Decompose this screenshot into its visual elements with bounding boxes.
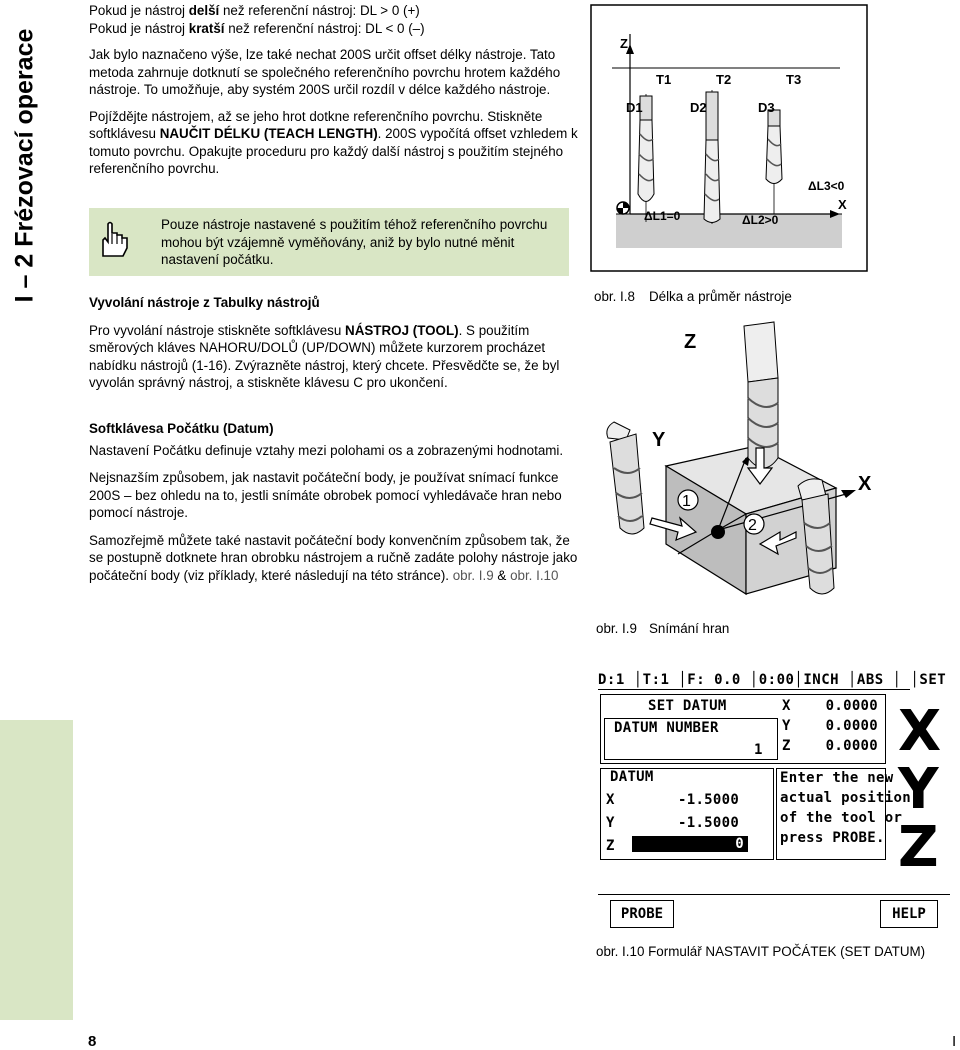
sidebar-green-block [0,720,73,1020]
section-tool-table [89,294,579,392]
intro-paragraph-teach: Pojíždějte nástrojem, až se jeho hrot dotkne referenčního povrchu. Stiskněte softklávesu NAUČIT DÉLKU (TEACH LENGTH). 200S vypočítá offset vzhledem k tomuto povrchu. Opakujte proceduru pro každý další nástroj s použitím stejného referenčního povrchu. [89,108,578,176]
section-tool-paragraph: Pro vyvolání nástroje stiskněte softklávesu NÁSTROJ (TOOL). S použitím směrových kláves NAHORU/DOLŮ (UP/DOWN) můžete kurzorem procházet nabídku nástrojů (1-16). Zvýrazněte nástroj, který chcete. Přesvědčte se, že byl vyvolán správný nástroj, a stiskněte klávesu C pro ukončení. [89,322,560,390]
datum-z-input[interactable]: 0 [632,836,748,852]
message-line-4: press PROBE. [780,830,885,846]
note-box [89,208,569,276]
position-z-readout: Z 0.0000 [782,738,879,754]
message-line-2: actual position [780,790,911,806]
chapter-sidebar [0,0,73,1050]
help-softkey[interactable]: HELP [880,900,938,928]
axis-label-y: Y [652,429,666,451]
section-heading-datum: Softklávesa Počátku (Datum) [89,421,274,436]
big-axis-z: Z [898,815,939,880]
chapter-title: I – 2 Frézovací operace [10,28,39,302]
status-bar: D:1 │T:1 │F: 0.0 │0:00│INCH │ABS │ │SET [598,672,947,688]
axis-label-z: Z [684,331,697,353]
page-edge-mark: I [952,1033,957,1050]
axis-label-x: X [858,473,872,495]
diameter-label-d3: D3 [758,100,775,115]
datum-point-icon [711,525,725,539]
figure-tool-length [590,4,870,274]
position-y-readout: Y 0.0000 [782,718,879,734]
axis-label-x: X [838,197,847,212]
figure-caption-9: obr. I.9 Snímání hran [596,621,730,636]
figure-caption-10: obr. I.10 Formulář NASTAVIT POČÁTEK (SET DATUM) [596,944,926,959]
message-line-1: Enter the new [780,770,894,786]
diameter-label-d1: D1 [626,100,643,115]
datum-z-label: Z [606,838,615,854]
big-axis-y: Y [898,757,939,822]
figure-set-datum-screen [598,672,950,934]
tool-label-t1: T1 [656,72,672,87]
tool-right [802,494,834,594]
tool2-shank [706,92,718,140]
datum-paragraph-1: Nastavení Počátku definuje vztahy mezi polohami os a zobrazenými hodnotami. [89,442,564,458]
datum-y-label: Y [606,815,615,831]
datum-paragraph-3: Samozřejmě můžete také nastavit počáteční body konvenčním způsobem tak, že se postupně dotknete hran obrobku nástrojem a ručně zadáte polohy nástroje jako počáteční body (viz příklady, které následují na této stránce). obr. I.9 & obr. I.10 [89,532,578,583]
figure-ref-9: obr. I.9 [452,567,494,583]
datum-x-value[interactable]: -1.5000 [678,792,740,808]
diameter-label-d2: D2 [690,100,707,115]
tool3-flute [766,126,782,184]
dialog-title: SET DATUM [648,698,727,714]
chapter-title-vertical [0,0,50,330]
position-x-readout: X 0.0000 [782,698,879,714]
delta-label-l3: ΔL3<0 [808,179,845,193]
delta-label-l2: ΔL2>0 [742,213,779,227]
intro-block [89,2,579,178]
figure-caption-8: obr. I.8 Délka a průměr nástroje [594,289,792,304]
tool-label-t2: T2 [716,72,732,87]
axis-label-z: Z [620,36,628,51]
tool2-flute [704,140,720,223]
figure-ref-10: obr. I.10 [510,567,559,583]
pointing-hand-icon [97,220,133,260]
page-number: 8 [88,1033,97,1050]
figure-edge-probing [596,318,886,614]
probe-softkey[interactable]: PROBE [610,900,674,928]
section-datum [89,420,579,584]
datum-number-value[interactable]: 1 [754,742,763,758]
note-text: Pouze nástroje nastavené s použitím téhož referenčního povrchu mohou být vzájemně vyměňovány, aniž by bylo nutné měnit nastavení počátku. [161,217,548,267]
delta-label-l1: ΔL1=0 [644,209,681,223]
intro-line-longer: Pokud je nástroj delší než referenční nástroj: DL > 0 (+) [89,3,420,18]
datum-y-value[interactable]: -1.5000 [678,815,740,831]
datum-x-label: X [606,792,615,808]
big-axis-x: X [898,699,942,764]
datum-label: DATUM [610,769,654,785]
section-heading-tool: Vyvolání nástroje z Tabulky nástrojů [89,295,320,310]
probe-point-1: 1 [682,493,691,510]
intro-paragraph-method: Jak bylo naznačeno výše, lze také nechat 200S určit offset délky nástroje. Tato metoda zahrnuje dotknutí se společného referenčního povrchu hrotem každého nástroje. To umožňuje, aby systém 200S určil rozdíl v délce každého nástroje. [89,47,561,97]
datum-paragraph-2: Nejsnazším způsobem, jak nastavit počáteční body, je používat snímací funkce 200S – bez ohledu na to, jestli snímáte obrobek pomocí vyhledávače hran nebo pomocí nástroje. [89,470,562,520]
message-line-3: of the tool or [780,810,903,826]
probe-point-2: 2 [748,517,757,534]
intro-line-shorter: Pokud je nástroj kratší než referenční nástroj: DL < 0 (–) [89,20,425,36]
datum-number-label: DATUM NUMBER [614,720,719,736]
tool-label-t3: T3 [786,72,802,87]
